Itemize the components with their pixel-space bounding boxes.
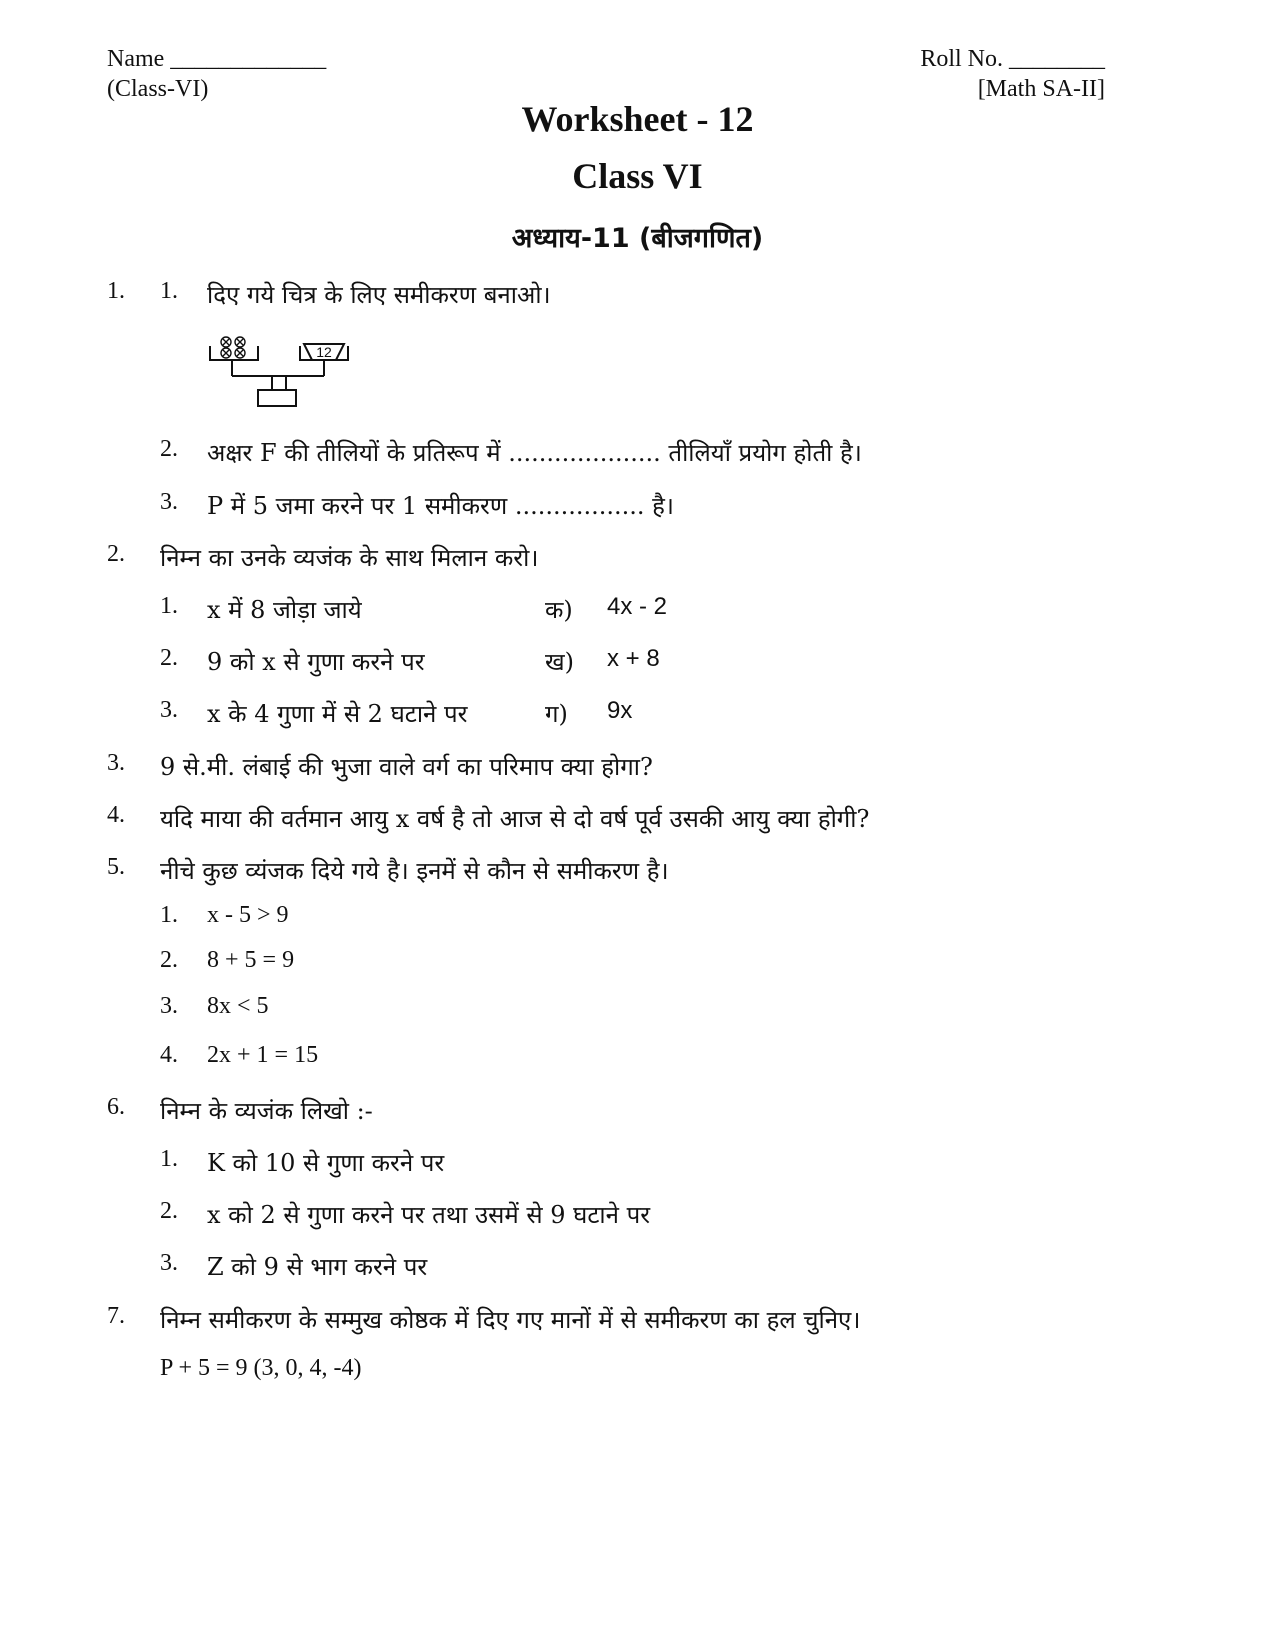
match-row-3-right: 9x <box>607 697 633 724</box>
q6-item-1-text: K को 10 से गुणा करने पर <box>207 1149 445 1177</box>
question-5-text: नीचे कुछ व्यंजक दिये गये है। इनमें से कौन से समीकरण है। <box>160 857 669 885</box>
q5-item-4-number: 4. <box>160 1042 178 1068</box>
question-6-number: 6. <box>107 1094 125 1120</box>
match-row-3-key: ग) <box>545 700 568 728</box>
match-row-2-key: ख) <box>545 648 574 676</box>
q5-item-3-text: 8x < 5 <box>207 993 269 1019</box>
q1-item-1-text: दिए गये चित्र के लिए समीकरण बनाओ। <box>207 281 551 309</box>
match-row-2-number: 2. <box>160 645 178 671</box>
class-label: (Class-VI) <box>107 76 209 102</box>
q6-item-2-number: 2. <box>160 1198 178 1224</box>
chapter-title: अध्याय-11 (बीजगणित) <box>511 223 764 254</box>
q6-item-1-number: 1. <box>160 1146 178 1172</box>
q6-item-3-text: Z को 9 से भाग करने पर <box>207 1253 428 1281</box>
roll-number-label: Roll No. ________ <box>920 46 1105 72</box>
match-row-1-key: क) <box>545 596 573 624</box>
match-row-1-number: 1. <box>160 593 178 619</box>
q5-item-4-text: 2x + 1 = 15 <box>207 1042 319 1068</box>
class-title: Class VI <box>572 156 703 196</box>
question-5-number: 5. <box>107 854 125 880</box>
match-row-2-left: 9 को x से गुणा करने पर <box>207 648 425 676</box>
question-4-text: यदि माया की वर्तमान आयु x वर्ष है तो आज से दो वर्ष पूर्व उसकी आयु क्या होगी? <box>160 805 870 833</box>
match-row-1-left: x में 8 जोड़ा जाये <box>207 596 362 624</box>
q6-item-3-number: 3. <box>160 1250 178 1276</box>
pan-weight-label: 12 <box>316 344 332 360</box>
question-3-text: 9 से.मी. लंबाई की भुजा वाले वर्ग का परिमाप क्या होगा? <box>160 753 653 781</box>
worksheet-title: Worksheet - 12 <box>521 99 754 139</box>
match-row-3-left: x के 4 गुणा में से 2 घटाने पर <box>207 700 468 728</box>
q5-item-2-number: 2. <box>160 947 178 973</box>
q5-item-3-number: 3. <box>160 993 178 1019</box>
question-4-number: 4. <box>107 802 125 828</box>
question-7-number: 7. <box>107 1303 125 1329</box>
q1-item-3-text: P में 5 जमा करने पर 1 समीकरण ................. है। <box>207 492 675 520</box>
question-6-text: निम्न के व्यजंक लिखो :- <box>160 1097 373 1125</box>
question-7-equation: P + 5 = 9 (3, 0, 4, -4) <box>160 1355 362 1381</box>
q1-item-1-number: 1. <box>160 278 178 304</box>
balance-scale-figure <box>200 330 360 415</box>
q1-item-3-number: 3. <box>160 489 178 515</box>
match-row-3-number: 3. <box>160 697 178 723</box>
name-field-label: Name _____________ <box>107 46 327 72</box>
question-2-number: 2. <box>107 541 125 567</box>
question-2-text: निम्न का उनके व्यजंक के साथ मिलान करो। <box>160 544 539 572</box>
q6-item-2-text: x को 2 से गुणा करने पर तथा उसमें से 9 घटाने पर <box>207 1201 651 1229</box>
q1-item-2-number: 2. <box>160 436 178 462</box>
q5-item-1-number: 1. <box>160 902 178 928</box>
match-row-1-right: 4x - 2 <box>607 593 668 620</box>
match-row-2-right: x + 8 <box>607 645 660 672</box>
subject-label: [Math SA-II] <box>977 76 1105 102</box>
q1-item-2-text: अक्षर F की तीलियों के प्रतिरूप में .................... तीलियाँ प्रयोग होती है। <box>207 439 862 467</box>
q5-item-2-text: 8 + 5 = 9 <box>207 947 295 973</box>
question-7-text: निम्न समीकरण के सम्मुख कोष्ठक में दिए गए मानों में से समीकरण का हल चुनिए। <box>160 1306 861 1334</box>
q5-item-1-text: x - 5 > 9 <box>207 902 289 928</box>
question-1-number: 1. <box>107 278 125 304</box>
question-3-number: 3. <box>107 750 125 776</box>
